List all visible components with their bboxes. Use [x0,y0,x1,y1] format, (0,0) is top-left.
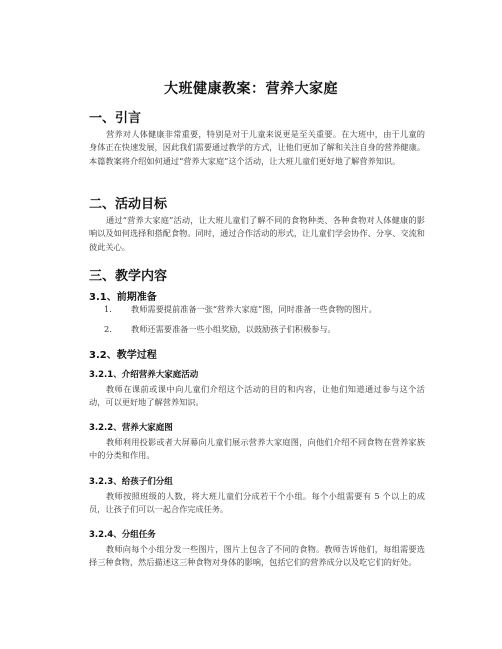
intro-paragraph: 营养对人体健康非常重要，特别是对于儿童来说更是至关重要。在大班中，由于儿童的身体正在快速发展，因此我们需要通过教学的方式，让他们更加了解和关注自身的营养健康。本篇教案将介绍如何通过“营养大家庭”这个活动，让大班儿童们更好地了解营养知识。 [89,129,425,166]
step-paragraph: 教师利用投影或者大屏幕向儿童们展示营养大家庭图，向他们介绍不同食物在营养家族中的分类和作用。 [89,437,425,461]
document-title: 大班健康教案：营养大家庭 [164,81,338,97]
step-heading: 3.2.2、营养大家庭图 [89,423,173,433]
subsection-heading-process: 3.2、教学过程 [89,350,157,361]
list-item-number: 2. [104,324,112,334]
list-item-number: 1. [104,304,112,314]
section-heading-intro: 一、引言 [89,111,142,126]
step-heading: 3.2.1、介绍营养大家庭活动 [89,370,199,380]
list-item-text: 教师需要提前准备一张“营养大家庭”图，同时准备一些食物的图片。 [131,304,377,314]
step-heading: 3.2.4、分组任务 [89,530,156,540]
list-item-text: 教师还需要准备一些小组奖励，以鼓励孩子们积极参与。 [131,324,336,334]
section-heading-content: 三、教学内容 [89,269,168,284]
goals-paragraph: 通过“营养大家庭”活动，让大班儿童们了解不同的食物种类、各种食物对人体健康的影响以及如何选择和搭配食物。同时，通过合作活动的形式，让儿童们学会协作、分享、交流和彼此关心。 [89,215,425,252]
step-paragraph: 教师在课前或课中向儿童们介绍这个活动的目的和内容，让他们知道通过参与这个活动，可以更好地了解营养知识。 [89,384,425,408]
step-heading: 3.2.3、给孩子们分组 [89,477,173,487]
section-heading-goals: 二、活动目标 [89,197,168,212]
subsection-heading-prep: 3.1、前期准备 [89,292,157,303]
step-paragraph: 教师按照班级的人数，将大班儿童们分成若干个小组。每个小组需要有 5 个以上的成员，让孩子们可以一起合作完成任务。 [89,491,425,515]
step-paragraph: 教师向每个小组分发一些图片，图片上包含了不同的食物。教师告诉他们，每组需要选择三种食物，然后描述这三种食物对身体的影响，包括它们的营养成分以及吃它们的好处。 [89,544,425,568]
